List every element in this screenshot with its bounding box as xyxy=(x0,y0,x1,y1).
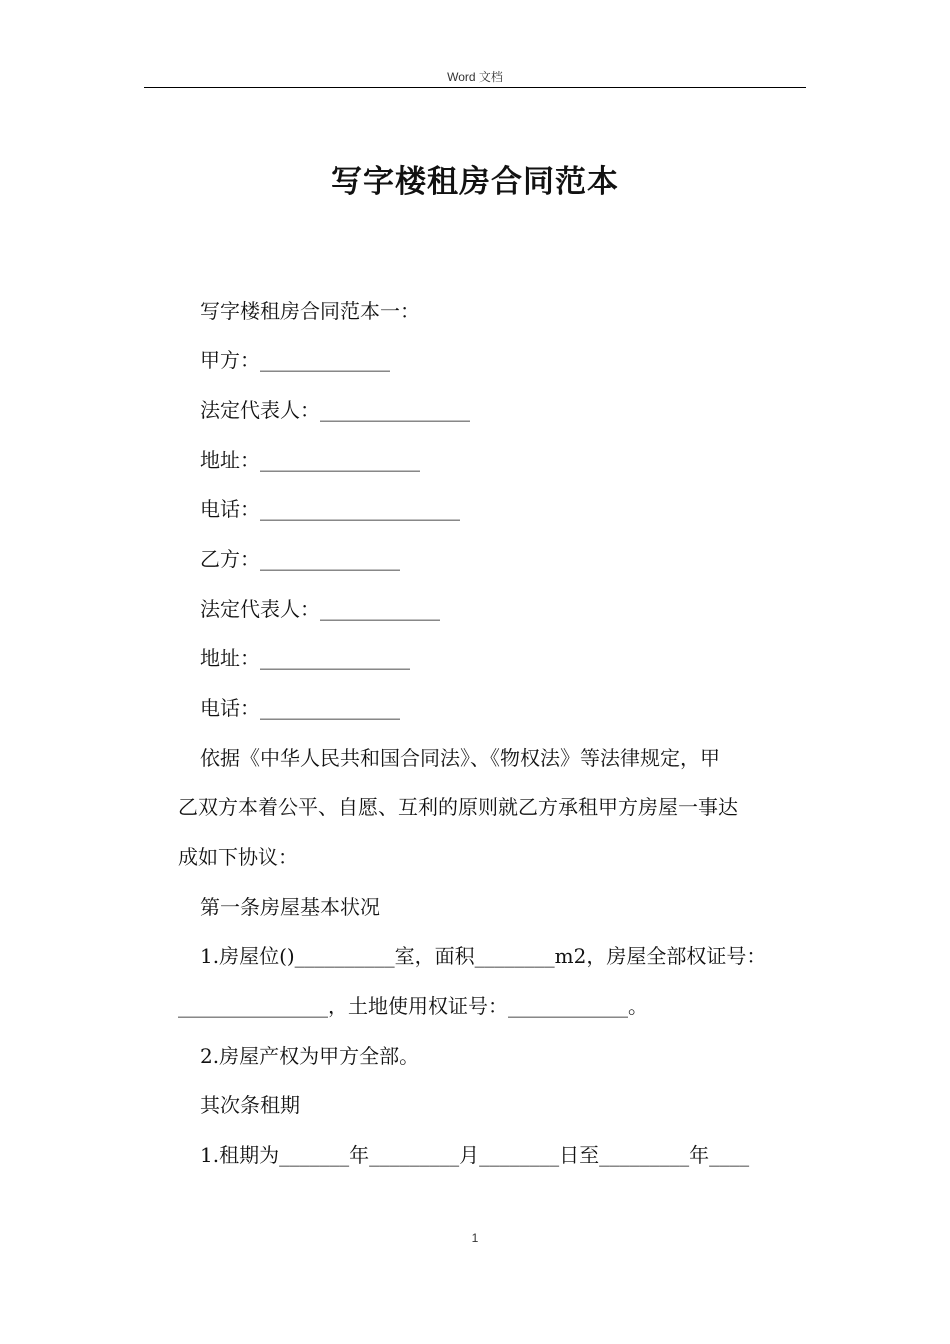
preamble-paragraph-line: 依据《中华人民共和国合同法》、《物权法》等法律规定，甲 xyxy=(200,746,720,770)
preamble-paragraph-line: 乙双方本着公平、自愿、互利的原则就乙方承租甲方房屋一事达 xyxy=(178,795,738,819)
party-a-representative-field: 法定代表人：_______________ xyxy=(200,398,470,422)
party-a-field: 甲方：_____________ xyxy=(200,348,390,372)
party-a-address-field: 地址：________________ xyxy=(200,448,420,472)
party-b-representative-field: 法定代表人：____________ xyxy=(200,597,440,621)
party-b-phone-field: 电话：______________ xyxy=(200,696,400,720)
clause-line: 2.房屋产权为甲方全部。 xyxy=(200,1044,420,1068)
page-header: Word 文档 xyxy=(447,70,503,84)
party-b-field: 乙方：______________ xyxy=(200,547,400,571)
article-heading: 其次条租期 xyxy=(200,1093,300,1117)
section-heading: 写字楼租房合同范本一： xyxy=(200,299,420,323)
article-heading: 第一条房屋基本状况 xyxy=(200,895,380,919)
clause-line: 1.租期为_______年_________月________日至_________年____ xyxy=(200,1143,750,1167)
party-a-phone-field: 电话：____________________ xyxy=(200,497,460,521)
document-title: 写字楼租房合同范本 xyxy=(331,164,619,200)
header-divider xyxy=(144,87,806,88)
page-number: 1 xyxy=(471,1231,479,1245)
clause-line: _______________，土地使用权证号：____________。 xyxy=(178,994,648,1018)
clause-line: 1.房屋位()__________室，面积________m2，房屋全部权证号： xyxy=(200,944,767,968)
party-b-address-field: 地址：_______________ xyxy=(200,646,410,670)
preamble-paragraph-line: 成如下协议： xyxy=(178,845,298,869)
